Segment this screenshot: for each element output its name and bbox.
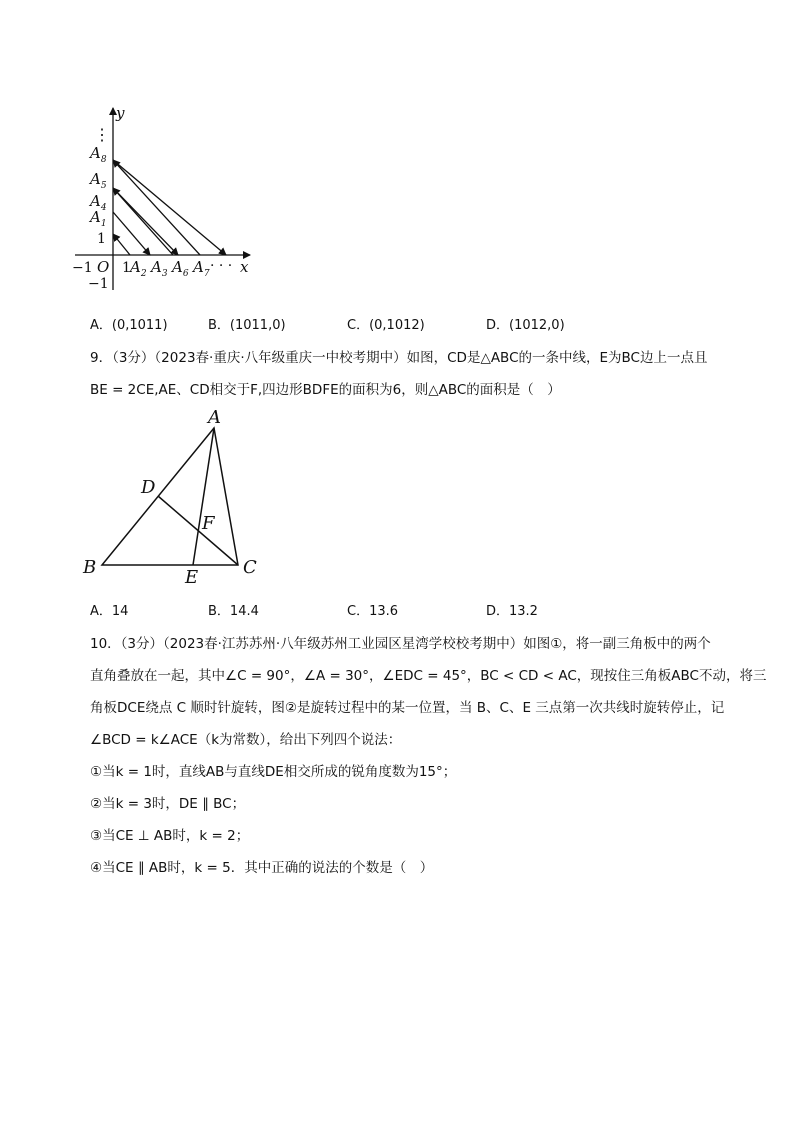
q8-option-b[interactable]: B．(1011,0)	[208, 318, 286, 333]
q10-statement-1: ①当k = 1时，直线AB与直线DE相交所成的锐角度数为15°；	[90, 764, 457, 780]
path-arrow-1	[113, 234, 130, 255]
vertex-b: B	[83, 557, 97, 578]
q10-statement-3: ③当CE ⊥ AB时，k = 2；	[90, 828, 250, 844]
point-d: D	[141, 477, 156, 498]
q9-option-b[interactable]: B．14.4	[208, 604, 259, 619]
triangle-abc	[102, 428, 238, 565]
point-a6: $A_6$	[172, 258, 189, 279]
point-a5: $A_5$	[90, 170, 107, 191]
y-axis-label: y	[116, 104, 125, 122]
q8-option-a[interactable]: A．(0,1011)	[90, 318, 168, 333]
neg-one-y: −1	[88, 276, 109, 292]
q9-text-line-2: BE = 2CE,AE、CD相交于F,四边形BDFE的面积为6，则△ABC的面积是（ ）	[90, 382, 561, 398]
q10-text-line-4: ∠BCD = k∠ACE（k为常数），给出下列四个说法：	[90, 732, 402, 748]
point-e: E	[185, 567, 199, 588]
point-a7: $A_7$	[193, 258, 210, 279]
point-a4: $A_4$	[90, 192, 107, 213]
q9-option-c[interactable]: C．13.6	[347, 604, 399, 619]
q9-option-a[interactable]: A．14	[90, 604, 129, 619]
path-arrow-4	[113, 188, 178, 255]
point-a2: $A_2$	[130, 258, 147, 279]
y-dots: ⋮	[94, 125, 110, 144]
vertex-c: C	[243, 557, 257, 578]
x-axis-label: x	[240, 258, 249, 276]
vertex-a: A	[208, 407, 221, 428]
q10-text-line-2: 直角叠放在一起，其中∠C = 90°，∠A = 30°，∠EDC = 45°，BC < CD < AC，现按住三角板ABC不动，将三	[90, 668, 767, 684]
origin-label: O	[97, 258, 110, 276]
q10-text-line-3: 角板DCE绕点 C 顺时针旋转，图②是旋转过程中的某一位置，当 B、C、E 三点第一次共线时旋转停止，记	[90, 700, 725, 716]
q10-text-line-1: 10．（3分）（2023春·江苏苏州·八年级苏州工业园区星湾学校校考期中）如图①，将一副三角板中的两个	[90, 636, 711, 652]
point-f: F	[202, 513, 215, 534]
segment-ae	[193, 428, 214, 565]
one-x: 1	[122, 260, 131, 276]
point-a8: $A_8$	[90, 144, 107, 165]
path-arrow-2	[113, 212, 150, 255]
one-y: 1	[97, 231, 106, 247]
q9-option-d[interactable]: D．13.2	[486, 604, 538, 619]
point-a3: $A_3$	[151, 258, 168, 279]
q10-statement-4: ④当CE ∥ AB时，k = 5．其中正确的说法的个数是（ ）	[90, 860, 434, 876]
q8-option-c[interactable]: C．(0,1012)	[347, 318, 425, 333]
x-dots: · · ·	[210, 258, 233, 274]
point-a1: $A_1$	[90, 208, 107, 229]
coordinate-figure	[70, 100, 270, 300]
q10-statement-2: ②当k = 3时，DE ∥ BC；	[90, 796, 246, 812]
q8-option-d[interactable]: D．(1012,0)	[486, 318, 565, 333]
q9-text-line-1: 9．（3分）（2023春·重庆·八年级重庆一中校考期中）如图，CD是△ABC的一条中线，E为BC边上一点且	[90, 350, 708, 366]
path-arrow-5	[113, 160, 200, 255]
triangle-figure	[75, 405, 275, 590]
neg-one-x: −1	[72, 260, 93, 276]
